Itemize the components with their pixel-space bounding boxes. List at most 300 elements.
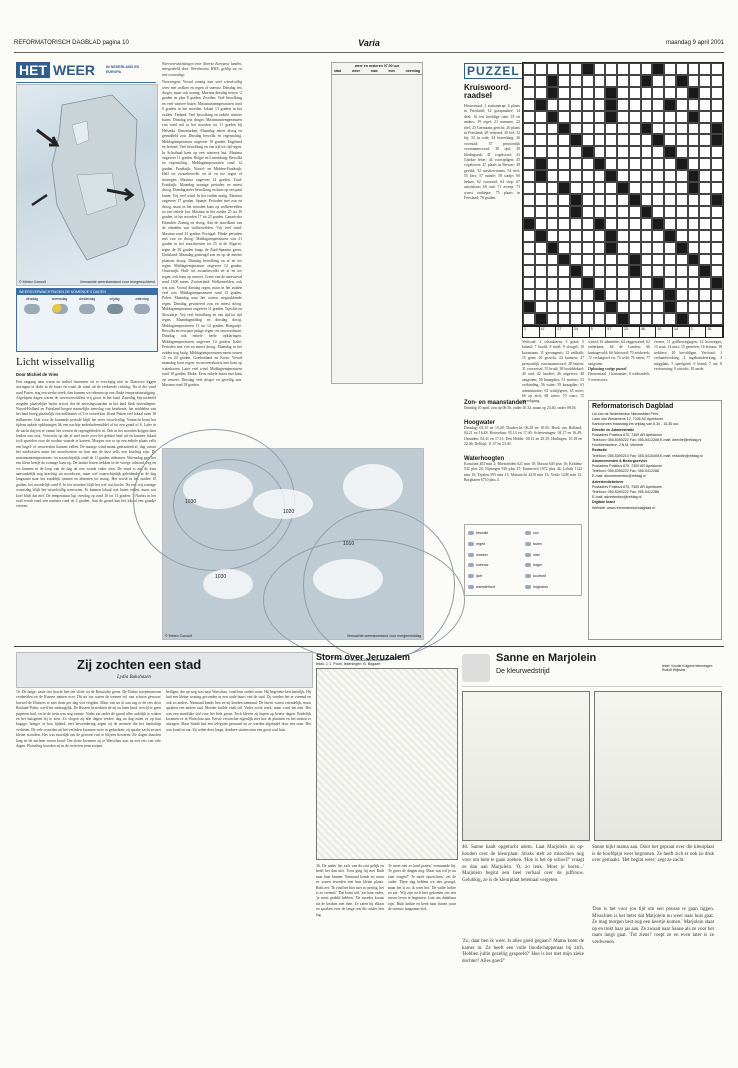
crossword-cell[interactable] bbox=[558, 194, 570, 206]
crossword-cell[interactable] bbox=[617, 230, 629, 242]
crossword-cell[interactable] bbox=[629, 301, 641, 313]
crossword-cell[interactable] bbox=[547, 254, 559, 266]
crossword-cell[interactable] bbox=[664, 182, 676, 194]
crossword-cell[interactable] bbox=[582, 134, 594, 146]
crossword-cell[interactable] bbox=[523, 146, 535, 158]
crossword-cell[interactable] bbox=[641, 134, 653, 146]
crossword-cell[interactable] bbox=[699, 242, 711, 254]
crossword-cell[interactable] bbox=[570, 230, 582, 242]
crossword-cell[interactable] bbox=[699, 301, 711, 313]
crossword-cell[interactable] bbox=[652, 265, 664, 277]
crossword-cell[interactable] bbox=[594, 111, 606, 123]
crossword-cell[interactable] bbox=[664, 111, 676, 123]
crossword-cell[interactable] bbox=[594, 182, 606, 194]
crossword-cell[interactable] bbox=[547, 158, 559, 170]
crossword-cell[interactable] bbox=[582, 313, 594, 325]
crossword-cell[interactable] bbox=[676, 63, 688, 75]
crossword-cell[interactable] bbox=[617, 254, 629, 266]
crossword-cell[interactable] bbox=[535, 134, 547, 146]
crossword-cell[interactable] bbox=[617, 87, 629, 99]
solution-cell[interactable]: 27 bbox=[556, 327, 573, 337]
crossword-cell[interactable] bbox=[523, 182, 535, 194]
crossword-cell[interactable] bbox=[558, 63, 570, 75]
crossword-cell[interactable] bbox=[547, 194, 559, 206]
crossword-cell[interactable] bbox=[641, 87, 653, 99]
crossword-cell[interactable] bbox=[652, 158, 664, 170]
crossword-cell[interactable] bbox=[547, 277, 559, 289]
crossword-cell[interactable] bbox=[676, 182, 688, 194]
crossword-cell[interactable] bbox=[664, 158, 676, 170]
crossword-cell[interactable] bbox=[523, 158, 535, 170]
crossword-cell[interactable] bbox=[582, 111, 594, 123]
crossword-cell[interactable] bbox=[688, 206, 700, 218]
crossword-cell[interactable] bbox=[641, 63, 653, 75]
crossword-cell[interactable] bbox=[523, 230, 535, 242]
crossword-cell[interactable] bbox=[629, 63, 641, 75]
crossword-cell[interactable] bbox=[676, 206, 688, 218]
crossword-cell[interactable] bbox=[605, 158, 617, 170]
crossword-cell[interactable] bbox=[558, 230, 570, 242]
solution-cell[interactable]: 36 bbox=[706, 327, 723, 337]
crossword-cell[interactable] bbox=[582, 182, 594, 194]
crossword-cell[interactable] bbox=[605, 277, 617, 289]
crossword-cell[interactable] bbox=[652, 75, 664, 87]
crossword-cell[interactable] bbox=[688, 218, 700, 230]
crossword-cell[interactable] bbox=[594, 242, 606, 254]
crossword-cell[interactable] bbox=[711, 206, 723, 218]
crossword-cell[interactable] bbox=[582, 87, 594, 99]
solution-cell[interactable]: 57 bbox=[606, 327, 623, 337]
crossword-cell[interactable] bbox=[547, 170, 559, 182]
crossword-cell[interactable] bbox=[664, 87, 676, 99]
crossword-cell[interactable] bbox=[629, 123, 641, 135]
crossword-cell[interactable] bbox=[629, 313, 641, 325]
crossword-cell[interactable] bbox=[558, 265, 570, 277]
crossword-cell[interactable] bbox=[570, 111, 582, 123]
crossword-cell[interactable] bbox=[711, 254, 723, 266]
crossword-cell[interactable] bbox=[605, 206, 617, 218]
solution-cell[interactable]: 23 bbox=[623, 327, 640, 337]
crossword-cell[interactable] bbox=[688, 75, 700, 87]
crossword-cell[interactable] bbox=[558, 134, 570, 146]
crossword-cell[interactable] bbox=[617, 134, 629, 146]
crossword-cell[interactable] bbox=[582, 265, 594, 277]
crossword-cell[interactable] bbox=[605, 134, 617, 146]
crossword-cell[interactable] bbox=[558, 87, 570, 99]
crossword-cell[interactable] bbox=[664, 123, 676, 135]
crossword-cell[interactable] bbox=[711, 99, 723, 111]
crossword-cell[interactable] bbox=[535, 146, 547, 158]
crossword-cell[interactable] bbox=[688, 242, 700, 254]
crossword-cell[interactable] bbox=[594, 313, 606, 325]
crossword-cell[interactable] bbox=[711, 87, 723, 99]
crossword-cell[interactable] bbox=[547, 206, 559, 218]
crossword-cell[interactable] bbox=[535, 123, 547, 135]
crossword-cell[interactable] bbox=[688, 301, 700, 313]
crossword-cell[interactable] bbox=[523, 313, 535, 325]
crossword-cell[interactable] bbox=[523, 170, 535, 182]
crossword-cell[interactable] bbox=[582, 170, 594, 182]
crossword-cell[interactable] bbox=[535, 87, 547, 99]
crossword-cell[interactable] bbox=[523, 63, 535, 75]
crossword-cell[interactable] bbox=[699, 111, 711, 123]
crossword-cell[interactable] bbox=[617, 301, 629, 313]
crossword-cell[interactable] bbox=[582, 218, 594, 230]
crossword-cell[interactable] bbox=[570, 313, 582, 325]
crossword-cell[interactable] bbox=[523, 99, 535, 111]
crossword-cell[interactable] bbox=[617, 218, 629, 230]
crossword-cell[interactable] bbox=[699, 63, 711, 75]
crossword-cell[interactable] bbox=[617, 170, 629, 182]
crossword-cell[interactable] bbox=[699, 194, 711, 206]
crossword-cell[interactable] bbox=[711, 75, 723, 87]
crossword-cell[interactable] bbox=[523, 75, 535, 87]
crossword-cell[interactable] bbox=[688, 265, 700, 277]
crossword-cell[interactable] bbox=[558, 170, 570, 182]
crossword-cell[interactable] bbox=[617, 99, 629, 111]
crossword-cell[interactable] bbox=[664, 277, 676, 289]
crossword-cell[interactable] bbox=[699, 99, 711, 111]
crossword-cell[interactable] bbox=[605, 194, 617, 206]
crossword-cell[interactable] bbox=[676, 87, 688, 99]
crossword-cell[interactable] bbox=[664, 313, 676, 325]
crossword-cell[interactable] bbox=[711, 158, 723, 170]
crossword-cell[interactable] bbox=[641, 230, 653, 242]
crossword-cell[interactable] bbox=[547, 289, 559, 301]
crossword-cell[interactable] bbox=[535, 111, 547, 123]
crossword-cell[interactable] bbox=[570, 75, 582, 87]
crossword-cell[interactable] bbox=[711, 182, 723, 194]
crossword-cell[interactable] bbox=[594, 75, 606, 87]
crossword-cell[interactable] bbox=[688, 277, 700, 289]
crossword-cell[interactable] bbox=[547, 63, 559, 75]
crossword-cell[interactable] bbox=[570, 277, 582, 289]
crossword-cell[interactable] bbox=[558, 146, 570, 158]
solution-cell[interactable]: 5 bbox=[590, 327, 607, 337]
crossword-cell[interactable] bbox=[594, 123, 606, 135]
crossword-cell[interactable] bbox=[711, 146, 723, 158]
crossword-cell[interactable] bbox=[594, 146, 606, 158]
crossword-cell[interactable] bbox=[558, 206, 570, 218]
crossword-cell[interactable] bbox=[547, 301, 559, 313]
crossword-cell[interactable] bbox=[641, 146, 653, 158]
crossword-cell[interactable] bbox=[652, 99, 664, 111]
crossword-cell[interactable] bbox=[523, 277, 535, 289]
crossword-cell[interactable] bbox=[711, 313, 723, 325]
crossword-cell[interactable] bbox=[535, 182, 547, 194]
crossword-cell[interactable] bbox=[582, 289, 594, 301]
crossword-cell[interactable] bbox=[570, 87, 582, 99]
crossword-cell[interactable] bbox=[664, 75, 676, 87]
crossword-cell[interactable] bbox=[570, 242, 582, 254]
solution-cell[interactable]: 24 bbox=[573, 327, 590, 337]
crossword-cell[interactable] bbox=[664, 170, 676, 182]
crossword-cell[interactable] bbox=[594, 265, 606, 277]
crossword-cell[interactable] bbox=[664, 134, 676, 146]
crossword-cell[interactable] bbox=[652, 301, 664, 313]
crossword-cell[interactable] bbox=[617, 75, 629, 87]
crossword-cell[interactable] bbox=[652, 254, 664, 266]
crossword-cell[interactable] bbox=[641, 242, 653, 254]
crossword-cell[interactable] bbox=[676, 123, 688, 135]
crossword-cell[interactable] bbox=[629, 99, 641, 111]
crossword-cell[interactable] bbox=[617, 206, 629, 218]
crossword-cell[interactable] bbox=[641, 218, 653, 230]
crossword-cell[interactable] bbox=[535, 301, 547, 313]
crossword-cell[interactable] bbox=[535, 75, 547, 87]
crossword-cell[interactable] bbox=[629, 75, 641, 87]
crossword-cell[interactable] bbox=[547, 218, 559, 230]
crossword-cell[interactable] bbox=[558, 313, 570, 325]
crossword-cell[interactable] bbox=[535, 63, 547, 75]
crossword-cell[interactable] bbox=[641, 254, 653, 266]
crossword-cell[interactable] bbox=[699, 289, 711, 301]
crossword-cell[interactable] bbox=[641, 301, 653, 313]
crossword-cell[interactable] bbox=[629, 289, 641, 301]
crossword-cell[interactable] bbox=[699, 206, 711, 218]
crossword-cell[interactable] bbox=[523, 254, 535, 266]
crossword-cell[interactable] bbox=[605, 265, 617, 277]
crossword-cell[interactable] bbox=[617, 111, 629, 123]
crossword-cell[interactable] bbox=[711, 289, 723, 301]
crossword-cell[interactable] bbox=[558, 277, 570, 289]
crossword-cell[interactable] bbox=[523, 242, 535, 254]
crossword-cell[interactable] bbox=[535, 218, 547, 230]
crossword-cell[interactable] bbox=[641, 313, 653, 325]
crossword-cell[interactable] bbox=[582, 242, 594, 254]
crossword-cell[interactable] bbox=[594, 206, 606, 218]
crossword-cell[interactable] bbox=[617, 277, 629, 289]
crossword-cell[interactable] bbox=[617, 123, 629, 135]
crossword-cell[interactable] bbox=[711, 111, 723, 123]
crossword-cell[interactable] bbox=[617, 242, 629, 254]
crossword-cell[interactable] bbox=[547, 265, 559, 277]
crossword-cell[interactable] bbox=[711, 170, 723, 182]
crossword-cell[interactable] bbox=[629, 158, 641, 170]
crossword-cell[interactable] bbox=[641, 182, 653, 194]
crossword-cell[interactable] bbox=[558, 289, 570, 301]
crossword-cell[interactable] bbox=[558, 242, 570, 254]
crossword-cell[interactable] bbox=[652, 170, 664, 182]
crossword-cell[interactable] bbox=[594, 87, 606, 99]
crossword-cell[interactable] bbox=[664, 206, 676, 218]
crossword-cell[interactable] bbox=[652, 313, 664, 325]
crossword-cell[interactable] bbox=[570, 182, 582, 194]
crossword-cell[interactable] bbox=[605, 146, 617, 158]
crossword-cell[interactable] bbox=[699, 254, 711, 266]
crossword-cell[interactable] bbox=[605, 218, 617, 230]
crossword-cell[interactable] bbox=[699, 75, 711, 87]
crossword-cell[interactable] bbox=[558, 75, 570, 87]
crossword-cell[interactable] bbox=[570, 301, 582, 313]
crossword-cell[interactable] bbox=[594, 301, 606, 313]
crossword-cell[interactable] bbox=[547, 123, 559, 135]
crossword-cell[interactable] bbox=[664, 254, 676, 266]
crossword-cell[interactable] bbox=[676, 301, 688, 313]
crossword-cell[interactable] bbox=[617, 194, 629, 206]
crossword-cell[interactable] bbox=[641, 289, 653, 301]
crossword-cell[interactable] bbox=[535, 289, 547, 301]
crossword-cell[interactable] bbox=[582, 75, 594, 87]
crossword-cell[interactable] bbox=[523, 111, 535, 123]
crossword-cell[interactable] bbox=[629, 182, 641, 194]
crossword-cell[interactable] bbox=[594, 277, 606, 289]
crossword-cell[interactable] bbox=[582, 230, 594, 242]
crossword-cell[interactable] bbox=[558, 301, 570, 313]
crossword-cell[interactable] bbox=[570, 289, 582, 301]
crossword-cell[interactable] bbox=[629, 206, 641, 218]
crossword-cell[interactable] bbox=[652, 194, 664, 206]
crossword-cell[interactable] bbox=[711, 301, 723, 313]
crossword-cell[interactable] bbox=[582, 206, 594, 218]
crossword-cell[interactable] bbox=[652, 230, 664, 242]
crossword-cell[interactable] bbox=[699, 123, 711, 135]
crossword-cell[interactable] bbox=[699, 218, 711, 230]
crossword-cell[interactable] bbox=[699, 134, 711, 146]
crossword-cell[interactable] bbox=[582, 123, 594, 135]
crossword-cell[interactable] bbox=[641, 265, 653, 277]
crossword-cell[interactable] bbox=[535, 194, 547, 206]
crossword-cell[interactable] bbox=[699, 277, 711, 289]
crossword-cell[interactable] bbox=[547, 313, 559, 325]
crossword-cell[interactable] bbox=[629, 87, 641, 99]
crossword-cell[interactable] bbox=[676, 99, 688, 111]
crossword-cell[interactable] bbox=[676, 277, 688, 289]
crossword-cell[interactable] bbox=[582, 194, 594, 206]
crossword-cell[interactable] bbox=[629, 277, 641, 289]
crossword-cell[interactable] bbox=[688, 99, 700, 111]
crossword-cell[interactable] bbox=[652, 123, 664, 135]
crossword-cell[interactable] bbox=[699, 313, 711, 325]
crossword-cell[interactable] bbox=[652, 289, 664, 301]
crossword-cell[interactable] bbox=[558, 218, 570, 230]
crossword-cell[interactable] bbox=[605, 289, 617, 301]
crossword-cell[interactable] bbox=[582, 254, 594, 266]
crossword-cell[interactable] bbox=[652, 146, 664, 158]
crossword-cell[interactable] bbox=[688, 289, 700, 301]
crossword-cell[interactable] bbox=[605, 182, 617, 194]
crossword-cell[interactable] bbox=[617, 265, 629, 277]
crossword-cell[interactable] bbox=[641, 194, 653, 206]
crossword-cell[interactable] bbox=[605, 75, 617, 87]
crossword-cell[interactable] bbox=[652, 111, 664, 123]
solution-cell[interactable]: 48 bbox=[640, 327, 657, 337]
crossword-cell[interactable] bbox=[629, 218, 641, 230]
crossword-cell[interactable] bbox=[629, 230, 641, 242]
crossword-cell[interactable] bbox=[547, 99, 559, 111]
crossword-cell[interactable] bbox=[641, 170, 653, 182]
crossword-cell[interactable] bbox=[699, 182, 711, 194]
crossword-cell[interactable] bbox=[652, 206, 664, 218]
crossword-cell[interactable] bbox=[570, 218, 582, 230]
crossword-cell[interactable] bbox=[570, 146, 582, 158]
crossword-cell[interactable] bbox=[711, 230, 723, 242]
crossword-cell[interactable] bbox=[676, 230, 688, 242]
crossword-cell[interactable] bbox=[558, 99, 570, 111]
crossword-cell[interactable] bbox=[688, 146, 700, 158]
crossword-cell[interactable] bbox=[605, 254, 617, 266]
crossword-cell[interactable] bbox=[570, 123, 582, 135]
crossword-cell[interactable] bbox=[594, 99, 606, 111]
crossword-cell[interactable] bbox=[582, 158, 594, 170]
crossword-cell[interactable] bbox=[523, 87, 535, 99]
crossword-cell[interactable] bbox=[676, 194, 688, 206]
crossword-cell[interactable] bbox=[605, 123, 617, 135]
crossword-cell[interactable] bbox=[629, 146, 641, 158]
crossword-cell[interactable] bbox=[570, 158, 582, 170]
crossword-cell[interactable] bbox=[547, 134, 559, 146]
crossword-grid[interactable] bbox=[522, 62, 724, 326]
crossword-cell[interactable] bbox=[688, 134, 700, 146]
crossword-cell[interactable] bbox=[535, 265, 547, 277]
crossword-cell[interactable] bbox=[688, 63, 700, 75]
crossword-cell[interactable] bbox=[676, 146, 688, 158]
crossword-cell[interactable] bbox=[523, 123, 535, 135]
crossword-cell[interactable] bbox=[676, 289, 688, 301]
crossword-cell[interactable] bbox=[688, 230, 700, 242]
crossword-cell[interactable] bbox=[582, 99, 594, 111]
crossword-cell[interactable] bbox=[594, 134, 606, 146]
crossword-cell[interactable] bbox=[535, 242, 547, 254]
crossword-cell[interactable] bbox=[664, 265, 676, 277]
crossword-cell[interactable] bbox=[523, 194, 535, 206]
crossword-cell[interactable] bbox=[617, 289, 629, 301]
crossword-cell[interactable] bbox=[594, 230, 606, 242]
crossword-cell[interactable] bbox=[652, 87, 664, 99]
crossword-cell[interactable] bbox=[641, 99, 653, 111]
crossword-cell[interactable] bbox=[711, 218, 723, 230]
crossword-cell[interactable] bbox=[535, 206, 547, 218]
crossword-cell[interactable] bbox=[582, 301, 594, 313]
crossword-cell[interactable] bbox=[535, 254, 547, 266]
solution-cell[interactable]: 1 bbox=[523, 327, 540, 337]
solution-cell[interactable]: 10 bbox=[656, 327, 673, 337]
crossword-cell[interactable] bbox=[523, 134, 535, 146]
crossword-cell[interactable] bbox=[570, 99, 582, 111]
crossword-cell[interactable] bbox=[629, 242, 641, 254]
crossword-cell[interactable] bbox=[676, 265, 688, 277]
crossword-cell[interactable] bbox=[664, 242, 676, 254]
crossword-cell[interactable] bbox=[605, 63, 617, 75]
crossword-cell[interactable] bbox=[688, 194, 700, 206]
crossword-cell[interactable] bbox=[594, 194, 606, 206]
solution-cell[interactable]: 47 bbox=[540, 327, 557, 337]
crossword-cell[interactable] bbox=[688, 313, 700, 325]
crossword-cell[interactable] bbox=[664, 218, 676, 230]
crossword-cell[interactable] bbox=[594, 63, 606, 75]
crossword-cell[interactable] bbox=[688, 158, 700, 170]
crossword-cell[interactable] bbox=[523, 265, 535, 277]
solution-cell[interactable]: 14 bbox=[673, 327, 690, 337]
crossword-cell[interactable] bbox=[547, 230, 559, 242]
crossword-cell[interactable] bbox=[523, 289, 535, 301]
crossword-cell[interactable] bbox=[594, 170, 606, 182]
crossword-cell[interactable] bbox=[676, 170, 688, 182]
crossword-cell[interactable] bbox=[629, 111, 641, 123]
crossword-cell[interactable] bbox=[641, 277, 653, 289]
crossword-cell[interactable] bbox=[617, 146, 629, 158]
crossword-cell[interactable] bbox=[558, 158, 570, 170]
crossword-cell[interactable] bbox=[605, 313, 617, 325]
crossword-cell[interactable] bbox=[711, 63, 723, 75]
crossword-cell[interactable] bbox=[523, 206, 535, 218]
crossword-cell[interactable] bbox=[641, 158, 653, 170]
crossword-cell[interactable] bbox=[676, 218, 688, 230]
crossword-cell[interactable] bbox=[570, 254, 582, 266]
crossword-cell[interactable] bbox=[699, 170, 711, 182]
crossword-cell[interactable] bbox=[617, 158, 629, 170]
crossword-cell[interactable] bbox=[711, 265, 723, 277]
